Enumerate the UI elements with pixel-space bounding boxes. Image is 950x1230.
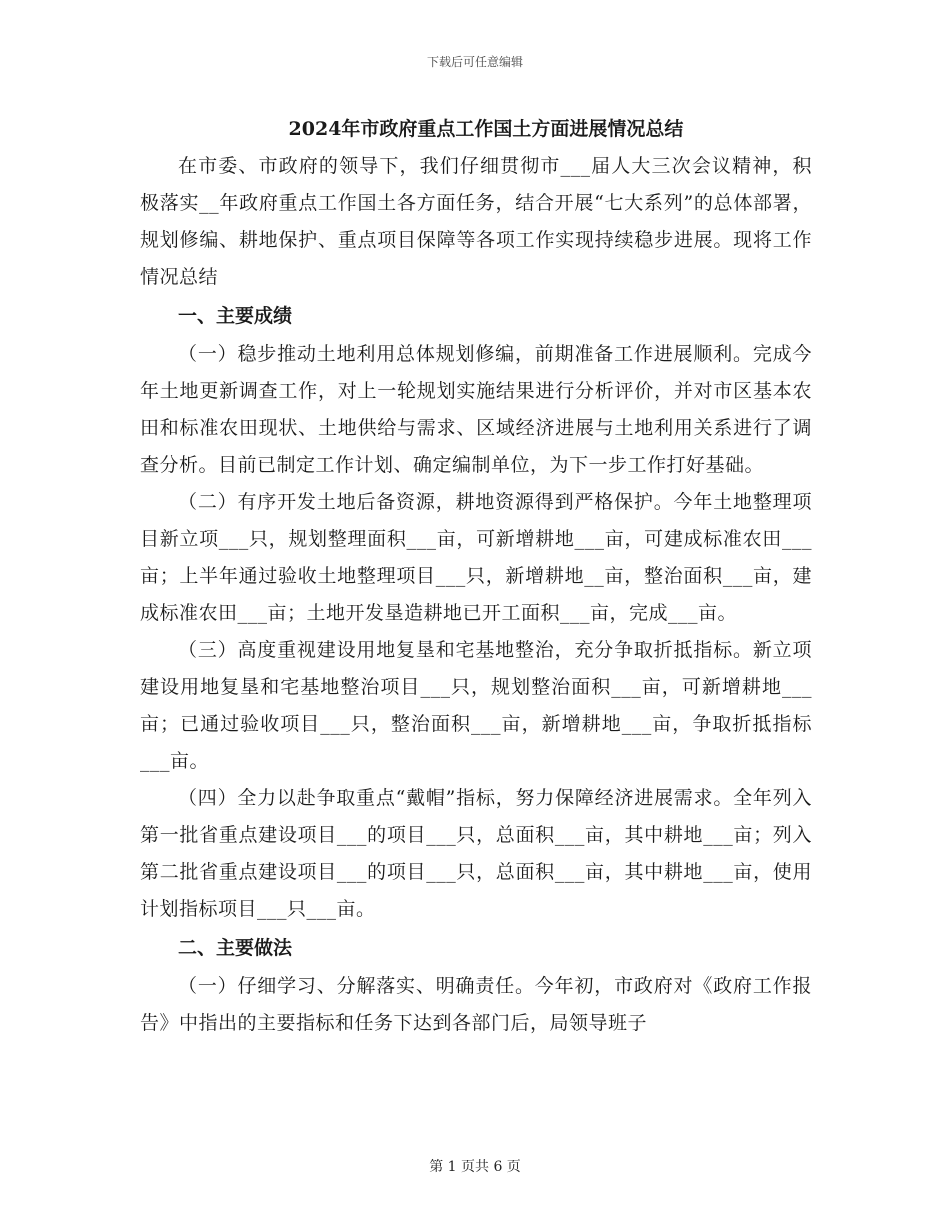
intro-paragraph: 在市委、市政府的领导下，我们仔细贯彻市___届人大三次会议精神，积极落实__年政府重点工作国土各方面任务，结合开展“七大系列”的总体部署，规划修编、耕地保护、重点项目保障等各项工作实现持续稳步进展。现将工作情况总结 xyxy=(140,155,812,288)
paragraph: （三）高度重视建设用地复垦和宅基地整治，充分争取折抵指标。新立项建设用地复垦和宅基地整治项目___只，规划整治面积___亩，可新增耕地___亩；已通过验收项目___只，整治面积___亩，新增耕地___亩，争取折抵指标___亩。 xyxy=(140,639,812,772)
page-number: 第 1 页共 6 页 xyxy=(429,1159,521,1175)
paragraph: （四）全力以赴争取重点“戴帽”指标，努力保障经济进展需求。全年列入第一批省重点建设项目___的项目___只，总面积___亩，其中耕地___亩；列入第二批省重点建设项目___的项目___只，总面积___亩，其中耕地___亩，使用计划指标项目___只___亩。 xyxy=(140,787,812,920)
document-title: 2024年市政府重点工作国土方面进展情况总结 xyxy=(288,118,684,140)
paragraph: （一）稳步推动土地利用总体规划修编，前期准备工作进展顺利。完成今年土地更新调查工作，对上一轮规划实施结果进行分析评价，并对市区基本农田和标准农田现状、土地供给与需求、区域经济进展与土地利用关系进行了调查分析。目前已制定工作计划、确定编制单位，为下一步工作打好基础。 xyxy=(140,343,812,476)
paragraph: （二）有序开发土地后备资源，耕地资源得到严格保护。今年土地整理项目新立项___只，规划整理面积___亩，可新增耕地___亩，可建成标准农田___亩；上半年通过验收土地整理项目___只，新增耕地__亩，整治面积___亩，建成标准农田___亩；土地开发垦造耕地已开工面积___亩，完成___亩。 xyxy=(140,491,812,624)
section-heading-methods: 二、主要做法 xyxy=(178,937,293,959)
section-heading-achievements: 一、主要成绩 xyxy=(178,305,293,327)
header-note: 下载后可任意编辑 xyxy=(426,55,523,69)
document-body xyxy=(140,114,812,1042)
paragraph: （一）仔细学习、分解落实、明确责任。今年初，市政府对《政府工作报告》中指出的主要指标和任务下达到各部门后，局领导班子 xyxy=(140,975,812,1034)
